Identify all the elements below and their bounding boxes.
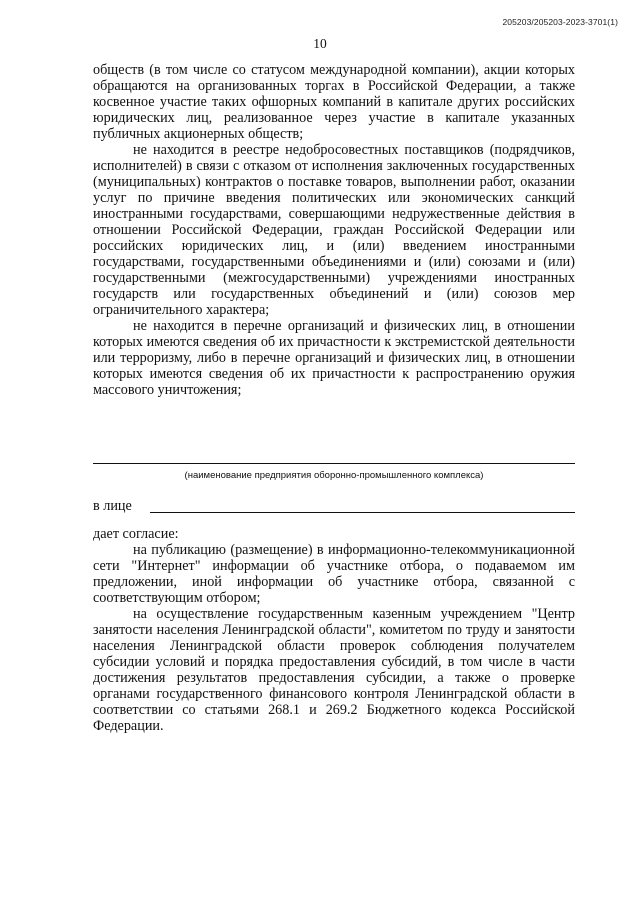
document-id: 205203/205203-2023-3701(1) <box>502 17 618 27</box>
consent-section <box>93 526 575 734</box>
consent-item-inspection: на осуществление государственным казенным учреждением "Центр занятости населения Ленинградской области", комитетом по труду и занятости населения Ленинградской области проверок соблюдения получателем субсидии условий и порядка предоставления субсидий, в том числе в части достижения результатов предоставления субсидии, а также о проверке органами государственного финансового контроля Ленинградской области в соответствии со статьями 268.1 и 269.2 Бюджетного кодекса Российской Федерации. <box>93 606 575 734</box>
consent-label: дает согласие: <box>93 526 179 542</box>
representative-line <box>150 512 575 513</box>
enterprise-name-caption: (наименование предприятия оборонно-промышленного комплекса) <box>184 470 484 481</box>
paragraph-unreliable-suppliers-registry: не находится в реестре недобросовестных поставщиков (подрядчиков, исполнителей) в связи с отказом от исполнения заключенных государственных (муниципальных) контрактов о поставке товаров, выполнении работ, оказании услуг по причине введения политических или экономических санкций иностранными государствами, совершающими недружественные действия в отношении Российской Федерации, граждан Российской Федерации или российских юридических лиц, и (или) введением иностранными государствами, государственными объединениями и (или) союзами и (или) государственными (межгосударственными) учреждениями иностранных государств или государственных объединений и (или) союзов мер ограничительного характера; <box>93 142 575 318</box>
representative-field <box>93 498 575 514</box>
document-body <box>93 62 575 398</box>
enterprise-name-field <box>93 463 575 481</box>
consent-item-publication: на публикацию (размещение) в информационно-телекоммуникационной сети "Интернет" информации об участнике отбора, о подаваемом им предложении, иной информации об участнике отбора, связанной с соответствующим отбором; <box>93 542 575 606</box>
paragraph-offshore-participation: обществ (в том числе со статусом международной компании), акции которых обращаются на организованных торгах в Российской Федерации, а также косвенное участие таких офшорных компаний в капитале других российских юридических лиц, реализованное через участие в капитале указанных публичных акционерных обществ; <box>93 62 575 142</box>
page-number: 10 <box>313 36 327 51</box>
representative-label: в лице <box>93 498 132 514</box>
paragraph-extremism-list: не находится в перечне организаций и физических лиц, в отношении которых имеются сведения об их причастности к экстремистской деятельности или терроризму, либо в перечне организаций и физических лиц, в отношении которых имеются сведения об их причастности к распространению оружия массового уничтожения; <box>93 318 575 398</box>
enterprise-name-line <box>93 463 575 464</box>
